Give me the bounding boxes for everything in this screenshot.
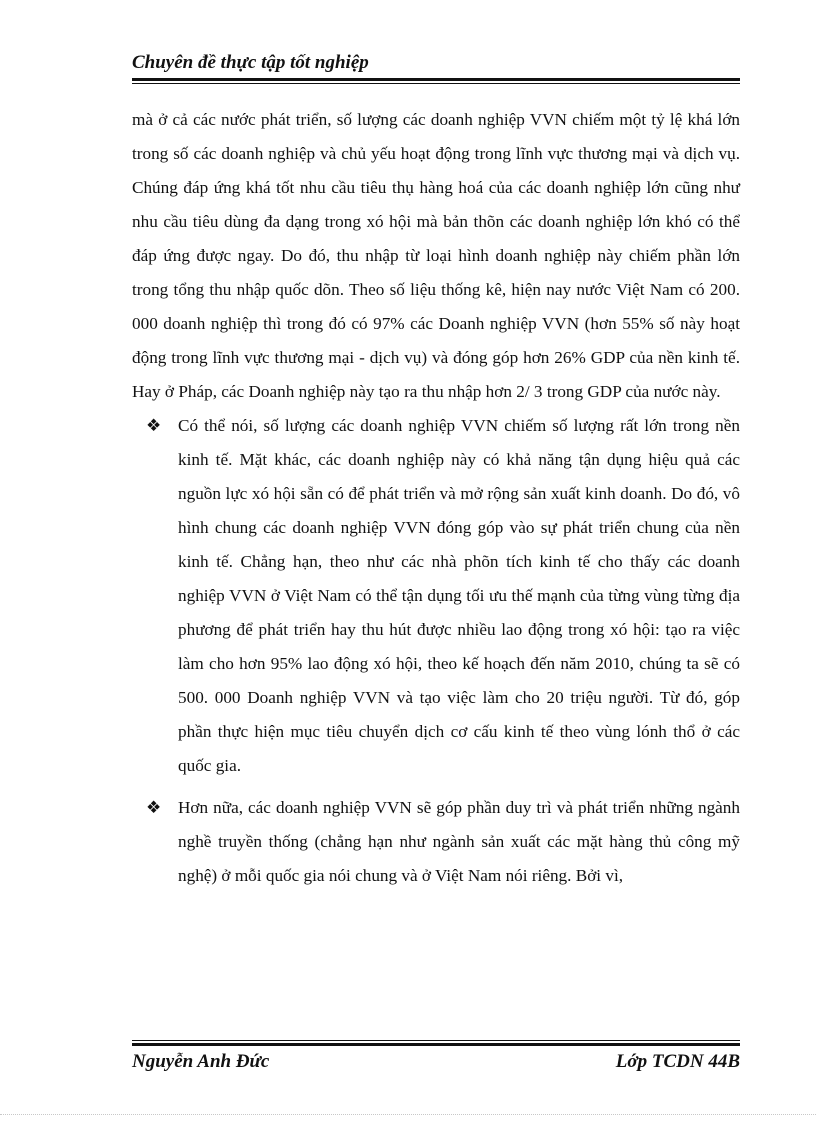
footer-rule (132, 1040, 740, 1041)
bullet-item-1 (132, 409, 740, 783)
header-title: Chuyên đề thực tập tốt nghiệp (132, 52, 369, 73)
footer-author: Nguyễn Anh Đức (132, 1051, 270, 1072)
footer-row (132, 1050, 740, 1074)
bullet-text: Hơn nữa, các doanh nghiệp VVN sẽ góp phần duy trì và phát triển những ngành nghề truyền thống (chẳng hạn như ngành sản xuất các mặt hàng thủ công mỹ nghệ) ở mỗi quốc gia nói chung và ở Việt Nam nói riêng. Bởi vì, (178, 798, 740, 885)
diamond-bullet-icon: ❖ (146, 798, 162, 817)
diamond-bullet-icon: ❖ (146, 416, 162, 435)
document-body (132, 103, 740, 893)
page-edge-divider (0, 1114, 816, 1115)
header-rule (132, 78, 740, 81)
footer-class: Lớp TCDN 44B (615, 1051, 740, 1072)
body-paragraph: mà ở cả các nước phát triển, số lượng các doanh nghiệp VVN chiếm một tỷ lệ khá lớn trong số các doanh nghiệp và chủ yếu hoạt động trong lĩnh vực thương mại và dịch vụ. Chúng đáp ứng khá tốt nhu cầu tiêu thụ hàng hoá của các doanh nghiệp lớn cũng như nhu cầu tiêu dùng đa dạng trong xó hội mà bản thõn các doanh nghiệp lớn khó có thể đáp ứng được ngay. Do đó, thu nhập từ loại hình doanh nghiệp này chiếm phần lớn trong tổng thu nhập quốc dõn. Theo số liệu thống kê, hiện nay nước Việt Nam có 200. 000 doanh nghiệp thì trong đó có 97% các Doanh nghiệp VVN (hơn 55% số này hoạt động trong lĩnh vực thương mại - dịch vụ) và đóng góp hơn 26% GDP của nền kinh tế. Hay ở Pháp, các Doanh nghiệp này tạo ra thu nhập hơn 2/ 3 trong GDP của nước này. (132, 110, 740, 401)
bullet-item-2 (132, 791, 740, 893)
bullet-text: Có thể nói, số lượng các doanh nghiệp VVN chiếm số lượng rất lớn trong nền kinh tế. Mặt khác, các doanh nghiệp này có khả năng tận dụng hiệu quả các nguồn lực xó hội sẵn có để phát triển và mở rộng sản xuất kinh doanh. Do đó, vô hình chung các doanh nghiệp VVN đóng góp vào sự phát triển chung của nền kinh tế. Chẳng hạn, theo như các nhà phõn tích kinh tế cho thấy các doanh nghiệp VVN ở Việt Nam có thể tận dụng tối ưu thế mạnh của từng vùng từng địa phương để phát triển hay thu hút được nhiều lao động trong xó hội: tạo ra việc làm cho hơn 95% lao động xó hội, theo kế hoạch đến năm 2010, chúng ta sẽ có 500. 000 Doanh nghiệp VVN và tạo việc làm cho 20 triệu người. Từ đó, góp phần thực hiện mục tiêu chuyển dịch cơ cấu kinh tế theo vùng lónh thổ ở các quốc gia. (178, 416, 740, 775)
page-footer (132, 1040, 740, 1074)
page-header (132, 50, 740, 81)
